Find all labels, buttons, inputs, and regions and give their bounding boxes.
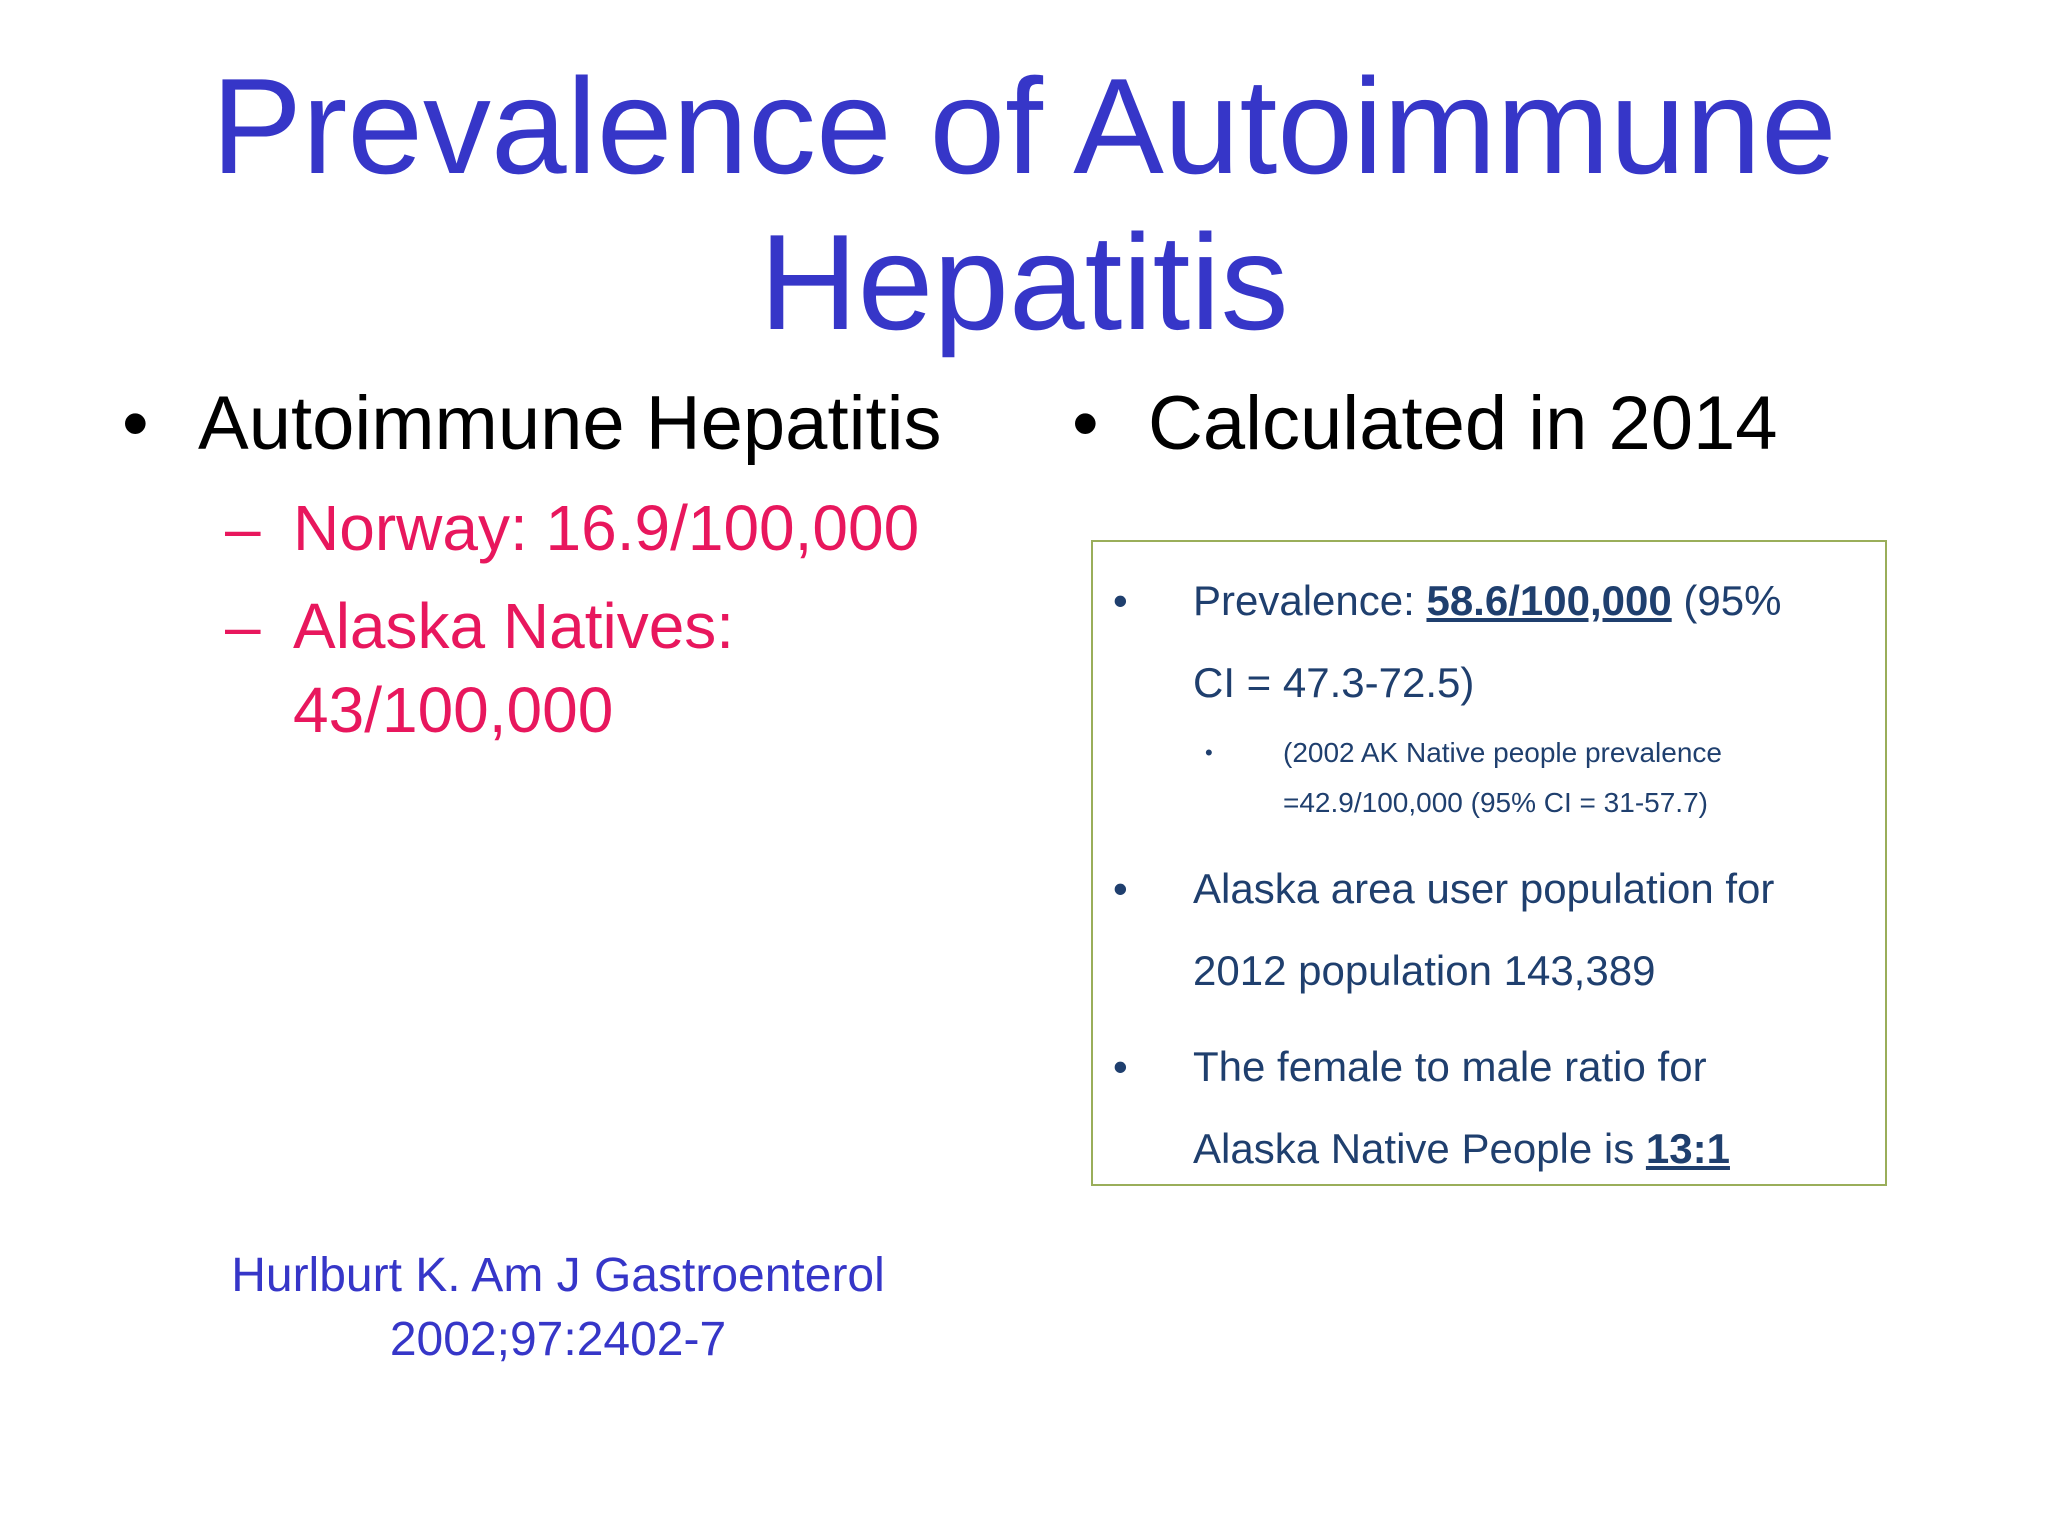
right-heading-text: Calculated in 2014	[1148, 381, 1778, 466]
sub-line-2: =42.9/100,000 (95% CI = 31-57.7)	[1283, 787, 1708, 818]
prevalence-line-1	[1193, 560, 1781, 642]
bullet-icon: •	[122, 381, 149, 466]
bullet-icon: •	[1072, 381, 1099, 466]
stats-box	[1091, 540, 1887, 1186]
left-heading-text: Autoimmune Hepatitis	[198, 381, 942, 466]
list-item	[225, 486, 919, 570]
citation-line-2: 2002;97:2402-7	[389, 1313, 727, 1366]
title-line-1: Prevalence of Autoimmune	[211, 50, 1837, 202]
prevalence-line-2: CI = 47.3-72.5)	[1193, 659, 1475, 706]
list-item-label: Alaska Natives:	[293, 590, 735, 662]
list-item-label: Norway: 16.9/100,000	[293, 492, 920, 564]
prevalence-value: 58.6/100,000	[1426, 577, 1672, 624]
list-item	[225, 584, 919, 752]
bullet-icon: •	[1205, 740, 1213, 765]
citation	[188, 1244, 928, 1372]
prevalence-prefix: Prevalence:	[1193, 577, 1427, 624]
dash-icon: –	[225, 492, 261, 564]
ratio-line-2	[1193, 1108, 1730, 1190]
sub-line-1: (2002 AK Native people prevalence	[1283, 737, 1722, 768]
ratio-prefix: Alaska Native People is	[1193, 1125, 1646, 1172]
ratio-value: 13:1	[1645, 1125, 1730, 1172]
dash-icon: –	[225, 590, 261, 662]
left-sub-list	[225, 486, 919, 766]
list-item-label-cont: 43/100,000	[293, 674, 614, 746]
bullet-icon: •	[1113, 865, 1128, 912]
title-line-2: Hepatitis	[759, 206, 1289, 358]
citation-line-1: Hurlburt K. Am J Gastroenterol	[231, 1249, 885, 1302]
ratio-line-1: The female to male ratio for	[1193, 1043, 1707, 1090]
slide-title	[0, 48, 2048, 360]
prevalence-suffix: (95%	[1671, 577, 1782, 624]
bullet-icon: •	[1113, 577, 1128, 624]
population-line-2: 2012 population 143,389	[1193, 947, 1656, 994]
population-line-1: Alaska area user population for	[1193, 865, 1775, 912]
bullet-icon: •	[1113, 1043, 1128, 1090]
